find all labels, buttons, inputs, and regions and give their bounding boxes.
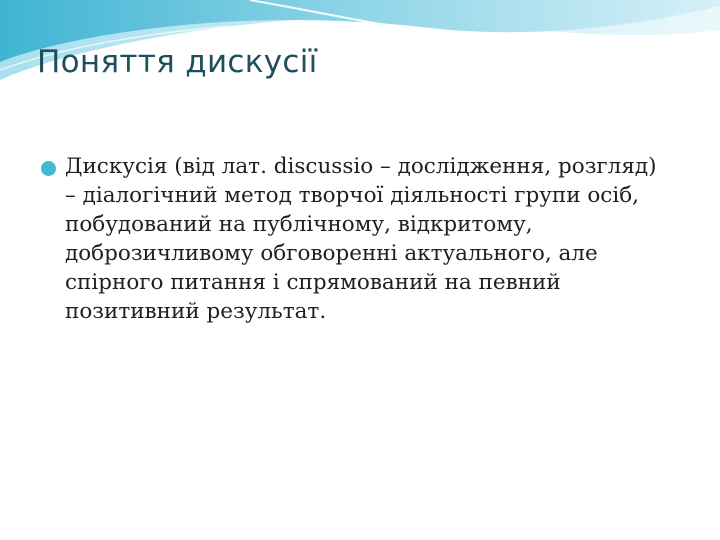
slide-body <box>37 152 687 326</box>
bullet-dot-icon <box>41 161 56 176</box>
bullet-line: Дискусія (від лат. discussio – дослідження, розгляд) <box>65 154 657 179</box>
bullet-line: спірного питання і спрямований на певний <box>65 270 561 295</box>
bullet-line: доброзичливому обговоренні актуального, але <box>65 241 598 266</box>
bullet-item <box>37 152 687 326</box>
bullet-line: – діалогічний метод творчої діяльності групи осіб, <box>65 183 640 208</box>
slide-title: Поняття дискусії <box>37 44 318 80</box>
bullet-line: позитивний результат. <box>65 299 327 324</box>
bullet-text <box>65 152 687 326</box>
bullet-line: побудований на публічному, відкритому, <box>65 212 533 237</box>
